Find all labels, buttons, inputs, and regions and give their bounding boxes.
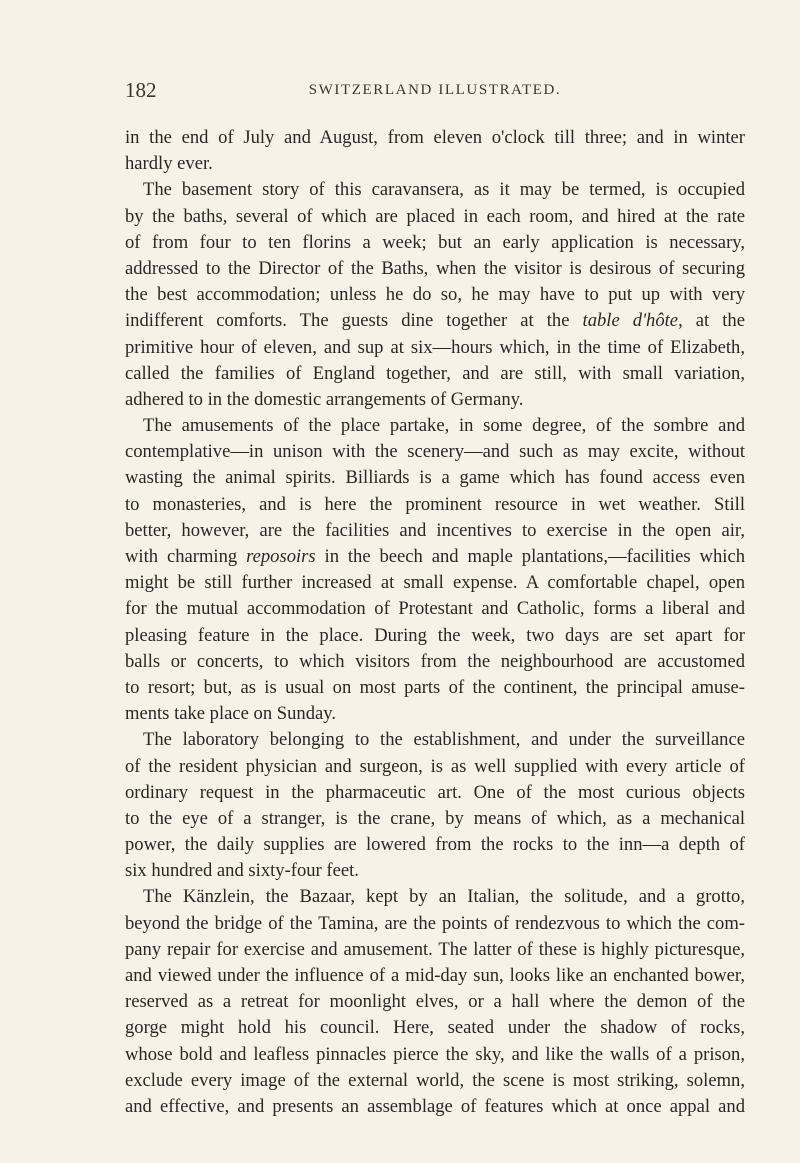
text-line: and effective, and presents an assemblage of features which at once appal and <box>125 1095 745 1117</box>
text-line: in the end of July and August, from eleven o'clock till three; and in winter <box>125 127 745 148</box>
text-line: with charming reposoirs in the beech and maple plantations,—facilities which <box>125 546 745 567</box>
text-line: pleasing feature in the place. During the week, two days are set apart for <box>125 624 745 646</box>
body-text <box>125 125 745 1120</box>
page-number: 182 <box>125 78 157 102</box>
text-line: balls or concerts, to which visitors from the neighbourhood are accustomed <box>125 650 745 672</box>
text-line: reserved as a retreat for moonlight elves, or a hall where the demon of the <box>125 991 745 1013</box>
running-title: SWITZERLAND ILLUSTRATED. <box>308 82 562 98</box>
text-line: addressed to the Director of the Baths, when the visitor is desirous of securing <box>125 257 745 279</box>
text-line: The Känzlein, the Bazaar, kept by an Italian, the solitude, and a grotto, <box>143 886 745 908</box>
text-line: to resort; but, as is usual on most parts of the continent, the principal amuse- <box>125 676 745 698</box>
text-line: The basement story of this caravansera, as it may be termed, is occupied <box>143 179 745 201</box>
text-line: adhered to in the domestic arrangements of Germany. <box>125 388 524 410</box>
text-line: ments take place on Sunday. <box>125 703 337 725</box>
text-line: exclude every image of the external world, the scene is most striking, solemn, <box>125 1069 745 1091</box>
text-line: to the eye of a stranger, is the crane, by means of which, as a mechanical <box>125 807 745 829</box>
text-line: wasting the animal spirits. Billiards is a game which has found access even <box>125 467 745 489</box>
text-line: ordinary request in the pharmaceutic art. One of the most curious objects <box>125 781 745 803</box>
text-line: for the mutual accommodation of Protestant and Catholic, forms a liberal and <box>125 598 745 620</box>
text-line: The amusements of the place partake, in some degree, of the sombre and <box>143 415 745 437</box>
text-line: of from four to ten florins a week; but an early application is necessary, <box>125 231 745 253</box>
text-line: six hundred and sixty-four feet. <box>125 860 359 882</box>
text-line: might be still further increased at small expense. A comfortable chapel, open <box>125 572 745 594</box>
text-line: to monasteries, and is here the prominent resource in wet weather. Still <box>125 493 745 515</box>
text-line: pany repair for exercise and amusement. The latter of these is highly picturesque, <box>125 938 745 960</box>
text-line: power, the daily supplies are lowered from the rocks to the inn—a depth of <box>125 834 745 856</box>
text-line: better, however, are the facilities and incentives to exercise in the open air, <box>125 519 745 541</box>
italic-term: reposoirs <box>246 546 316 567</box>
text-line: The laboratory belonging to the establishment, and under the surveillance <box>143 729 745 751</box>
text-line: whose bold and leafless pinnacles pierce the sky, and like the walls of a prison, <box>125 1043 745 1065</box>
text-line: the best accommodation; unless he do so, he may have to put up with very <box>125 284 745 306</box>
text-line: and viewed under the influence of a mid-day sun, looks like an enchanted bower, <box>125 965 745 986</box>
text-line: called the families of England together, and are still, with small variation, <box>125 362 745 384</box>
text-line: beyond the bridge of the Tamina, are the points of rendezvous to which the com- <box>125 912 745 934</box>
text-line: indifferent comforts. The guests dine together at the table d'hôte, at the <box>125 310 745 332</box>
italic-term: table d'hôte <box>582 310 679 332</box>
page-header <box>125 78 745 108</box>
text-line: contemplative—in unison with the scenery—and such as may excite, without <box>125 441 745 463</box>
text-line: primitive hour of eleven, and sup at six—hours which, in the time of Elizabeth, <box>125 336 745 358</box>
text-line: hardly ever. <box>125 153 213 175</box>
text-line: by the baths, several of which are placed in each room, and hired at the rate <box>125 205 745 227</box>
text-line: of the resident physician and surgeon, is as well supplied with every article of <box>125 755 745 777</box>
text-line: gorge might hold his council. Here, seated under the shadow of rocks, <box>125 1017 745 1039</box>
